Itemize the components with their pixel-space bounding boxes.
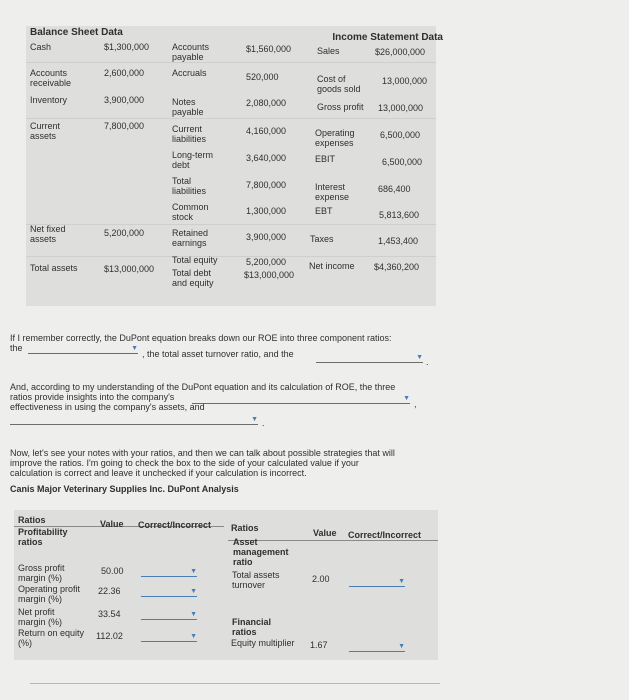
paragraph-1-line-1: If I remember correctly, the DuPont equation breaks down our ROE into three component ratios: — [10, 333, 392, 343]
income-label-cogs: Cost of goods sold — [317, 74, 361, 94]
income-label-taxes: Taxes — [310, 234, 334, 244]
total-assets-turnover-check[interactable] — [349, 576, 405, 587]
income-value-ebt: 5,813,600 — [379, 210, 420, 220]
income-value-netincome: $4,360,200 — [374, 262, 420, 272]
paragraph-3-line-1: Now, let's see your notes with your ratios, and then we can talk about possible strategies that will — [10, 448, 395, 458]
income-value-gross: 13,000,000 — [378, 103, 424, 113]
chevron-down-icon: ▼ — [416, 354, 423, 361]
asset-value-current: 7,800,000 — [104, 121, 145, 131]
paragraph-1-middle: , the total asset turnover ratio, and the — [142, 349, 294, 359]
balance-sheet-title: Balance Sheet Data — [30, 27, 123, 38]
liab-value-notes: 2,080,000 — [246, 98, 287, 108]
income-value-taxes: 1,453,400 — [378, 236, 419, 246]
income-value-cogs: 13,000,000 — [382, 76, 428, 86]
return-on-equity-label: Return on equity (%) — [18, 628, 85, 648]
comma: , — [414, 399, 417, 409]
paragraph-2-line-2: ratios provide insights into the company's — [10, 392, 175, 402]
chevron-down-icon: ▼ — [190, 568, 197, 575]
asset-value-cash: $1,300,000 — [104, 42, 150, 52]
return-on-equity-check[interactable] — [141, 631, 197, 642]
liab-label-totalequity: Total equity — [172, 255, 218, 265]
income-label-sales: Sales — [317, 46, 340, 56]
bottom-divider — [30, 683, 440, 684]
chevron-down-icon: ▼ — [403, 395, 410, 402]
asset-label-current: Current assets — [30, 121, 61, 141]
asset-value-netfixed: 5,200,000 — [104, 228, 145, 238]
liab-label-totaldebt: Total debt and equity — [172, 268, 214, 288]
profitability-heading: Profitability ratios — [18, 527, 68, 547]
liab-label-common: Common stock — [172, 202, 209, 222]
asset-value-ar: 2,600,000 — [104, 68, 145, 78]
liab-value-totalequity: 5,200,000 — [246, 257, 287, 267]
stripe — [26, 118, 436, 119]
net-profit-margin-label: Net profit margin (%) — [18, 607, 63, 627]
insight-dropdown-2[interactable] — [10, 414, 258, 425]
income-value-sales: $26,000,000 — [375, 47, 426, 57]
income-value-opex: 6,500,000 — [380, 130, 421, 140]
gross-profit-margin-value: 50.00 — [101, 566, 124, 576]
col-value-left: Value — [100, 519, 124, 529]
equity-multiplier-check[interactable] — [349, 641, 405, 652]
asset-label-inventory: Inventory — [30, 95, 68, 105]
stripe — [26, 224, 436, 225]
liab-value-totaldebt: $13,000,000 — [244, 270, 295, 280]
liab-label-retained: Retained earnings — [172, 228, 209, 248]
asset-label-netfixed: Net fixed assets — [30, 224, 66, 244]
total-assets-turnover-label: Total assets turnover — [232, 570, 280, 590]
chevron-down-icon: ▼ — [251, 416, 258, 423]
income-label-ebit: EBIT — [315, 154, 336, 164]
liab-label-totalliab: Total liabilities — [172, 176, 207, 196]
liab-value-ltdebt: 3,640,000 — [246, 153, 287, 163]
income-statement-title: Income Statement Data — [332, 32, 443, 43]
paragraph-1-the: the — [10, 343, 23, 353]
net-profit-margin-value: 33.54 — [98, 609, 121, 619]
equity-multiplier-label: Equity multiplier — [231, 638, 295, 648]
chevron-down-icon: ▼ — [131, 345, 138, 352]
paragraph-3-line-2: improve the ratios. I'm going to check the box to the side of your calculated value if your — [10, 458, 359, 468]
col-value-right: Value — [313, 528, 337, 538]
liab-label-ltdebt: Long-term debt — [172, 150, 214, 170]
ratio-dropdown-1[interactable] — [28, 343, 138, 354]
chevron-down-icon: ▼ — [190, 588, 197, 595]
liab-value-totalliab: 7,800,000 — [246, 180, 287, 190]
total-assets-turnover-value: 2.00 — [312, 574, 330, 584]
paragraph-2-line-3: effectiveness in using the company's assets, and — [10, 402, 205, 412]
income-label-gross: Gross profit — [317, 102, 364, 112]
stripe — [26, 62, 436, 63]
income-label-opex: Operating expenses — [315, 128, 355, 148]
liab-value-current: 4,160,000 — [246, 126, 287, 136]
net-profit-margin-check[interactable] — [141, 609, 197, 620]
ratio-dropdown-2[interactable] — [316, 352, 423, 363]
paragraph-2-line-1: And, according to my understanding of the DuPont equation and its calculation of ROE, the three — [10, 382, 396, 392]
liab-value-common: 1,300,000 — [246, 206, 287, 216]
col-ratios-left: Ratios — [18, 515, 46, 525]
income-label-interest: Interest expense — [315, 182, 350, 202]
income-label-ebt: EBT — [315, 206, 333, 216]
stripe — [26, 256, 436, 257]
period: . — [426, 357, 429, 367]
liab-value-accruals: 520,000 — [246, 72, 279, 82]
asset-value-inventory: 3,900,000 — [104, 95, 145, 105]
col-correct-left: Correct/Incorrect — [138, 520, 212, 530]
gross-profit-margin-label: Gross profit margin (%) — [18, 563, 65, 583]
income-value-interest: 686,400 — [378, 184, 411, 194]
chevron-down-icon: ▼ — [398, 578, 405, 585]
liab-label-notes: Notes payable — [172, 97, 204, 117]
operating-profit-margin-label: Operating profit margin (%) — [18, 584, 81, 604]
gross-profit-margin-check[interactable] — [141, 566, 197, 577]
asset-value-total: $13,000,000 — [104, 264, 155, 274]
financial-heading: Financial ratios — [232, 617, 272, 637]
liab-label-current: Current liabilities — [172, 124, 207, 144]
asset-label-total: Total assets — [30, 263, 78, 273]
income-label-netincome: Net income — [309, 261, 355, 271]
liab-value-retained: 3,900,000 — [246, 232, 287, 242]
liab-label-ap: Accounts payable — [172, 42, 210, 62]
paragraph-3-line-3: calculation is correct and leave it unchecked if your calculation is incorrect. — [10, 468, 307, 478]
asset-management-heading: Asset management ratio — [233, 537, 289, 567]
dupont-heading: Canis Major Veterinary Supplies Inc. DuPont Analysis — [10, 484, 239, 494]
liab-label-accruals: Accruals — [172, 68, 207, 78]
equity-multiplier-value: 1.67 — [310, 640, 328, 650]
liab-value-ap: $1,560,000 — [246, 44, 292, 54]
asset-label-ar: Accounts receivable — [30, 68, 72, 88]
col-ratios-right: Ratios — [231, 523, 259, 533]
col-correct-right: Correct/Incorrect — [348, 530, 422, 540]
chevron-down-icon: ▼ — [190, 633, 197, 640]
operating-profit-margin-value: 22.36 — [98, 586, 121, 596]
return-on-equity-value: 112.02 — [96, 631, 123, 641]
operating-profit-margin-check[interactable] — [141, 586, 197, 597]
chevron-down-icon: ▼ — [398, 643, 405, 650]
chevron-down-icon: ▼ — [190, 611, 197, 618]
asset-label-cash: Cash — [30, 42, 52, 52]
insight-dropdown-1[interactable] — [192, 393, 410, 404]
income-value-ebit: 6,500,000 — [382, 157, 423, 167]
period: . — [262, 418, 265, 428]
